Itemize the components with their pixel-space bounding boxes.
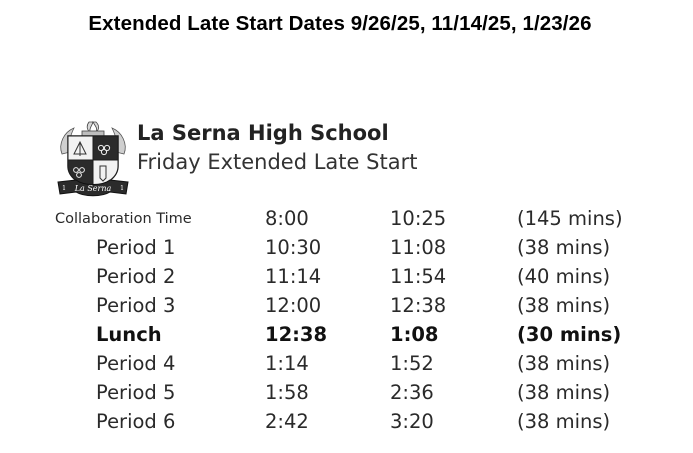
row-duration: (145 mins) — [517, 207, 623, 230]
row-end-time: 12:38 — [390, 294, 447, 317]
row-duration: (38 mins) — [517, 410, 611, 433]
schedule-row-period-5 — [0, 381, 693, 410]
row-duration: (38 mins) — [517, 352, 611, 375]
crest-year-left: 1 — [62, 185, 66, 192]
row-start-time: 11:14 — [265, 265, 322, 288]
row-duration: (40 mins) — [517, 265, 611, 288]
row-start-time: 12:00 — [265, 294, 322, 317]
row-start-time: 8:00 — [265, 207, 309, 230]
row-end-time: 2:36 — [390, 381, 434, 404]
row-label: Period 6 — [96, 410, 176, 433]
row-label: Period 4 — [96, 352, 176, 375]
row-start-time: 2:42 — [265, 410, 309, 433]
row-label: Period 3 — [96, 294, 176, 317]
row-label: Period 2 — [96, 265, 176, 288]
schedule-row-period-2 — [0, 265, 693, 294]
row-label: Period 1 — [96, 236, 176, 259]
schedule-title: Friday Extended Late Start — [137, 150, 418, 174]
row-start-time: 1:14 — [265, 352, 309, 375]
crest-banner-text: La Serna — [74, 184, 112, 193]
row-label: Period 5 — [96, 381, 176, 404]
row-end-time: 10:25 — [390, 207, 447, 230]
schedule-row-period-4 — [0, 352, 693, 381]
school-name: La Serna High School — [137, 121, 389, 145]
row-end-time: 1:08 — [390, 323, 439, 346]
row-duration: (38 mins) — [517, 294, 611, 317]
row-start-time: 10:30 — [265, 236, 322, 259]
schedule-row-lunch — [0, 323, 693, 352]
crest-year-right: 1 — [120, 185, 124, 192]
row-start-time: 1:58 — [265, 381, 309, 404]
schedule-row-period-1 — [0, 236, 693, 265]
schedule-row-period-3 — [0, 294, 693, 323]
row-end-time: 1:52 — [390, 352, 434, 375]
row-start-time: 12:38 — [265, 323, 328, 346]
row-duration: (38 mins) — [517, 236, 611, 259]
row-label: Collaboration Time — [55, 211, 192, 227]
row-end-time: 3:20 — [390, 410, 434, 433]
schedule-row-period-6 — [0, 410, 693, 439]
row-label: Lunch — [96, 323, 162, 346]
row-duration: (38 mins) — [517, 381, 611, 404]
row-end-time: 11:54 — [390, 265, 447, 288]
page-headline: Extended Late Start Dates 9/26/25, 11/14/25, 1/23/26 — [88, 12, 592, 35]
schedule-row-collaboration — [0, 207, 693, 236]
row-duration: (30 mins) — [517, 323, 622, 346]
row-end-time: 11:08 — [390, 236, 447, 259]
